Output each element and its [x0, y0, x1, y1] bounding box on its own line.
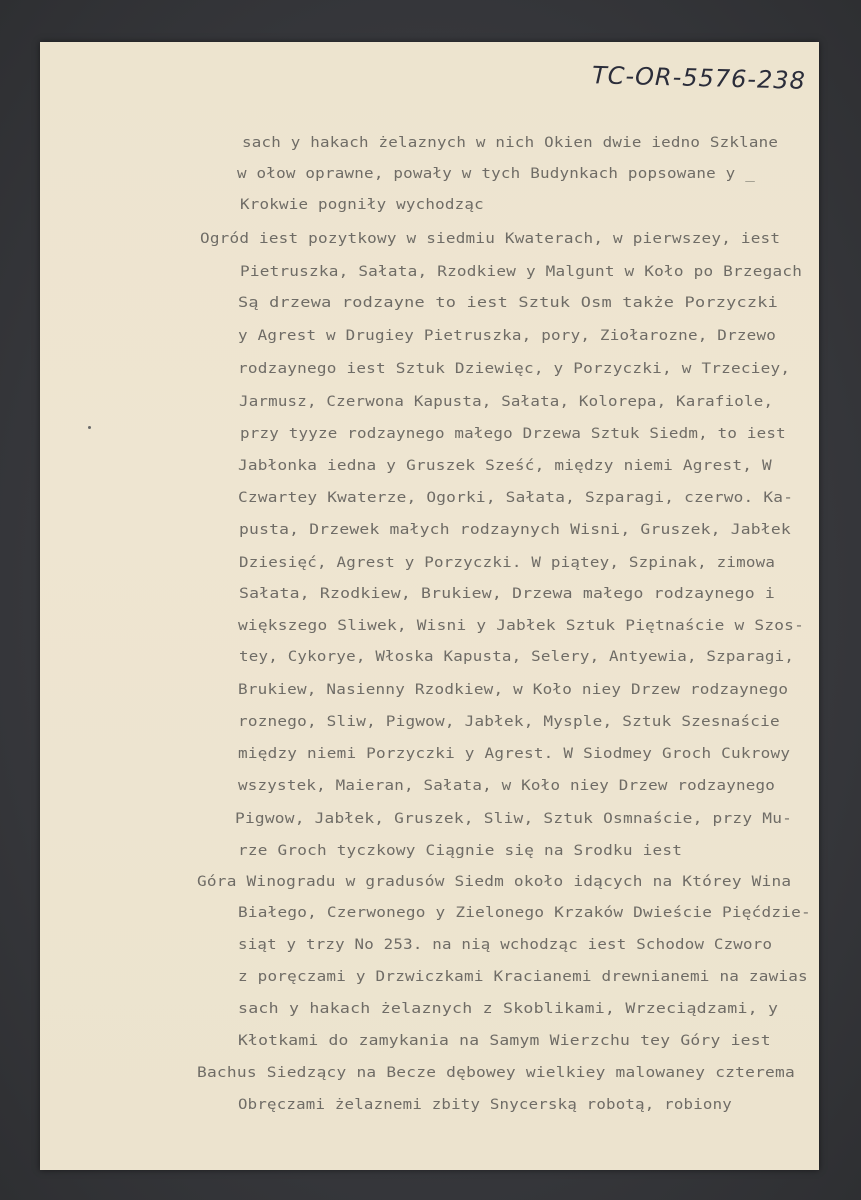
text-line: z poręczami y Drzwiczkami Kracianemi drewnianemi na zawias [238, 969, 808, 985]
text-line: Białego, Czerwonego y Zielonego Krzaków Dwieście Pięćdzie- [238, 905, 811, 921]
text-line: Sałata, Rzodkiew, Brukiew, Drzewa małego rodzaynego i [239, 586, 776, 602]
text-line: Ogród iest pozytkowy w siedmiu Kwaterach, w pierwszey, iest [200, 231, 781, 247]
text-line: Pigwow, Jabłek, Gruszek, Sliw, Sztuk Osmnaście, przy Mu- [235, 811, 793, 827]
text-line: rze Groch tyczkowy Ciągnie się na Srodku iest [238, 843, 683, 859]
text-line: tey, Cykorye, Włoska Kapusta, Selery, Antyewia, Szparagi, [239, 649, 795, 665]
text-line: rodzaynego iest Sztuk Dziewięc, y Porzyczki, w Trzeciey, [238, 361, 791, 377]
text-line: Bachus Siedzący na Becze dębowey wielkiey malowaney czterema [197, 1065, 795, 1081]
text-line: siąt y trzy No 253. na nią wchodząc iest Schodow Czworo [238, 937, 773, 953]
text-line: Dziesięć, Agrest y Porzyczki. W piątey, Szpinak, zimowa [239, 555, 776, 571]
archive-shelfmark: TC-OR-5576-238 [591, 61, 807, 95]
text-line: y Agrest w Drugiey Pietruszka, pory, Ziołarozne, Drzewo [238, 328, 777, 344]
text-line: Jabłonka iedna y Gruszek Sześć, między niemi Agrest, W [238, 458, 772, 474]
text-line: sach y hakach żelaznych z Skoblikami, Wrzeciądzami, y [238, 1001, 779, 1017]
text-line: Pietruszka, Sałata, Rzodkiew y Malgunt w Koło po Brzegach [240, 264, 803, 280]
text-line: Czwartey Kwaterze, Ogorki, Sałata, Szparagi, czerwo. Ka- [238, 490, 794, 506]
text-line: Góra Winogradu w gradusów Siedm około idących na Którey Wina [197, 874, 792, 890]
text-line: Krokwie pogniły wychodząc [240, 197, 484, 213]
text-line: Są drzewa rodzayne to iest Sztuk Osm także Porzyczki [238, 295, 779, 311]
text-line: wszystek, Maieran, Sałata, w Koło niey Drzew rodzaynego [238, 778, 776, 794]
text-line: przy tyyze rodzaynego małego Drzewa Sztuk Siedm, to iest [240, 426, 786, 442]
text-line: większego Sliwek, Wisni y Jabłek Sztuk Piętnaście w Szos- [238, 618, 805, 634]
text-line: między niemi Porzyczki y Agrest. W Siodmey Groch Cukrowy [238, 746, 791, 762]
text-line: w ołow oprawne, powały w tych Budynkach popsowane y _ [237, 166, 755, 182]
text-line: Obręczami żelaznemi zbity Snycerską robotą, robiony [238, 1097, 732, 1113]
text-line: Brukiew, Nasienny Rzodkiew, w Koło niey Drzew rodzaynego [238, 682, 789, 698]
text-line: roznego, Sliw, Pigwow, Jabłek, Mysple, Sztuk Szesnaście [238, 714, 780, 730]
text-line: pusta, Drzewek małych rodzaynych Wisni, Gruszek, Jabłek [239, 522, 791, 538]
text-line: sach y hakach żelaznych w nich Okien dwie iedno Szklane [242, 135, 779, 151]
text-line: Jarmusz, Czerwona Kapusta, Sałata, Kolorepa, Karafiole, [239, 394, 774, 410]
text-line: Kłotkami do zamykania na Samym Wierzchu tey Góry iest [238, 1033, 771, 1049]
ink-speck [88, 426, 91, 429]
